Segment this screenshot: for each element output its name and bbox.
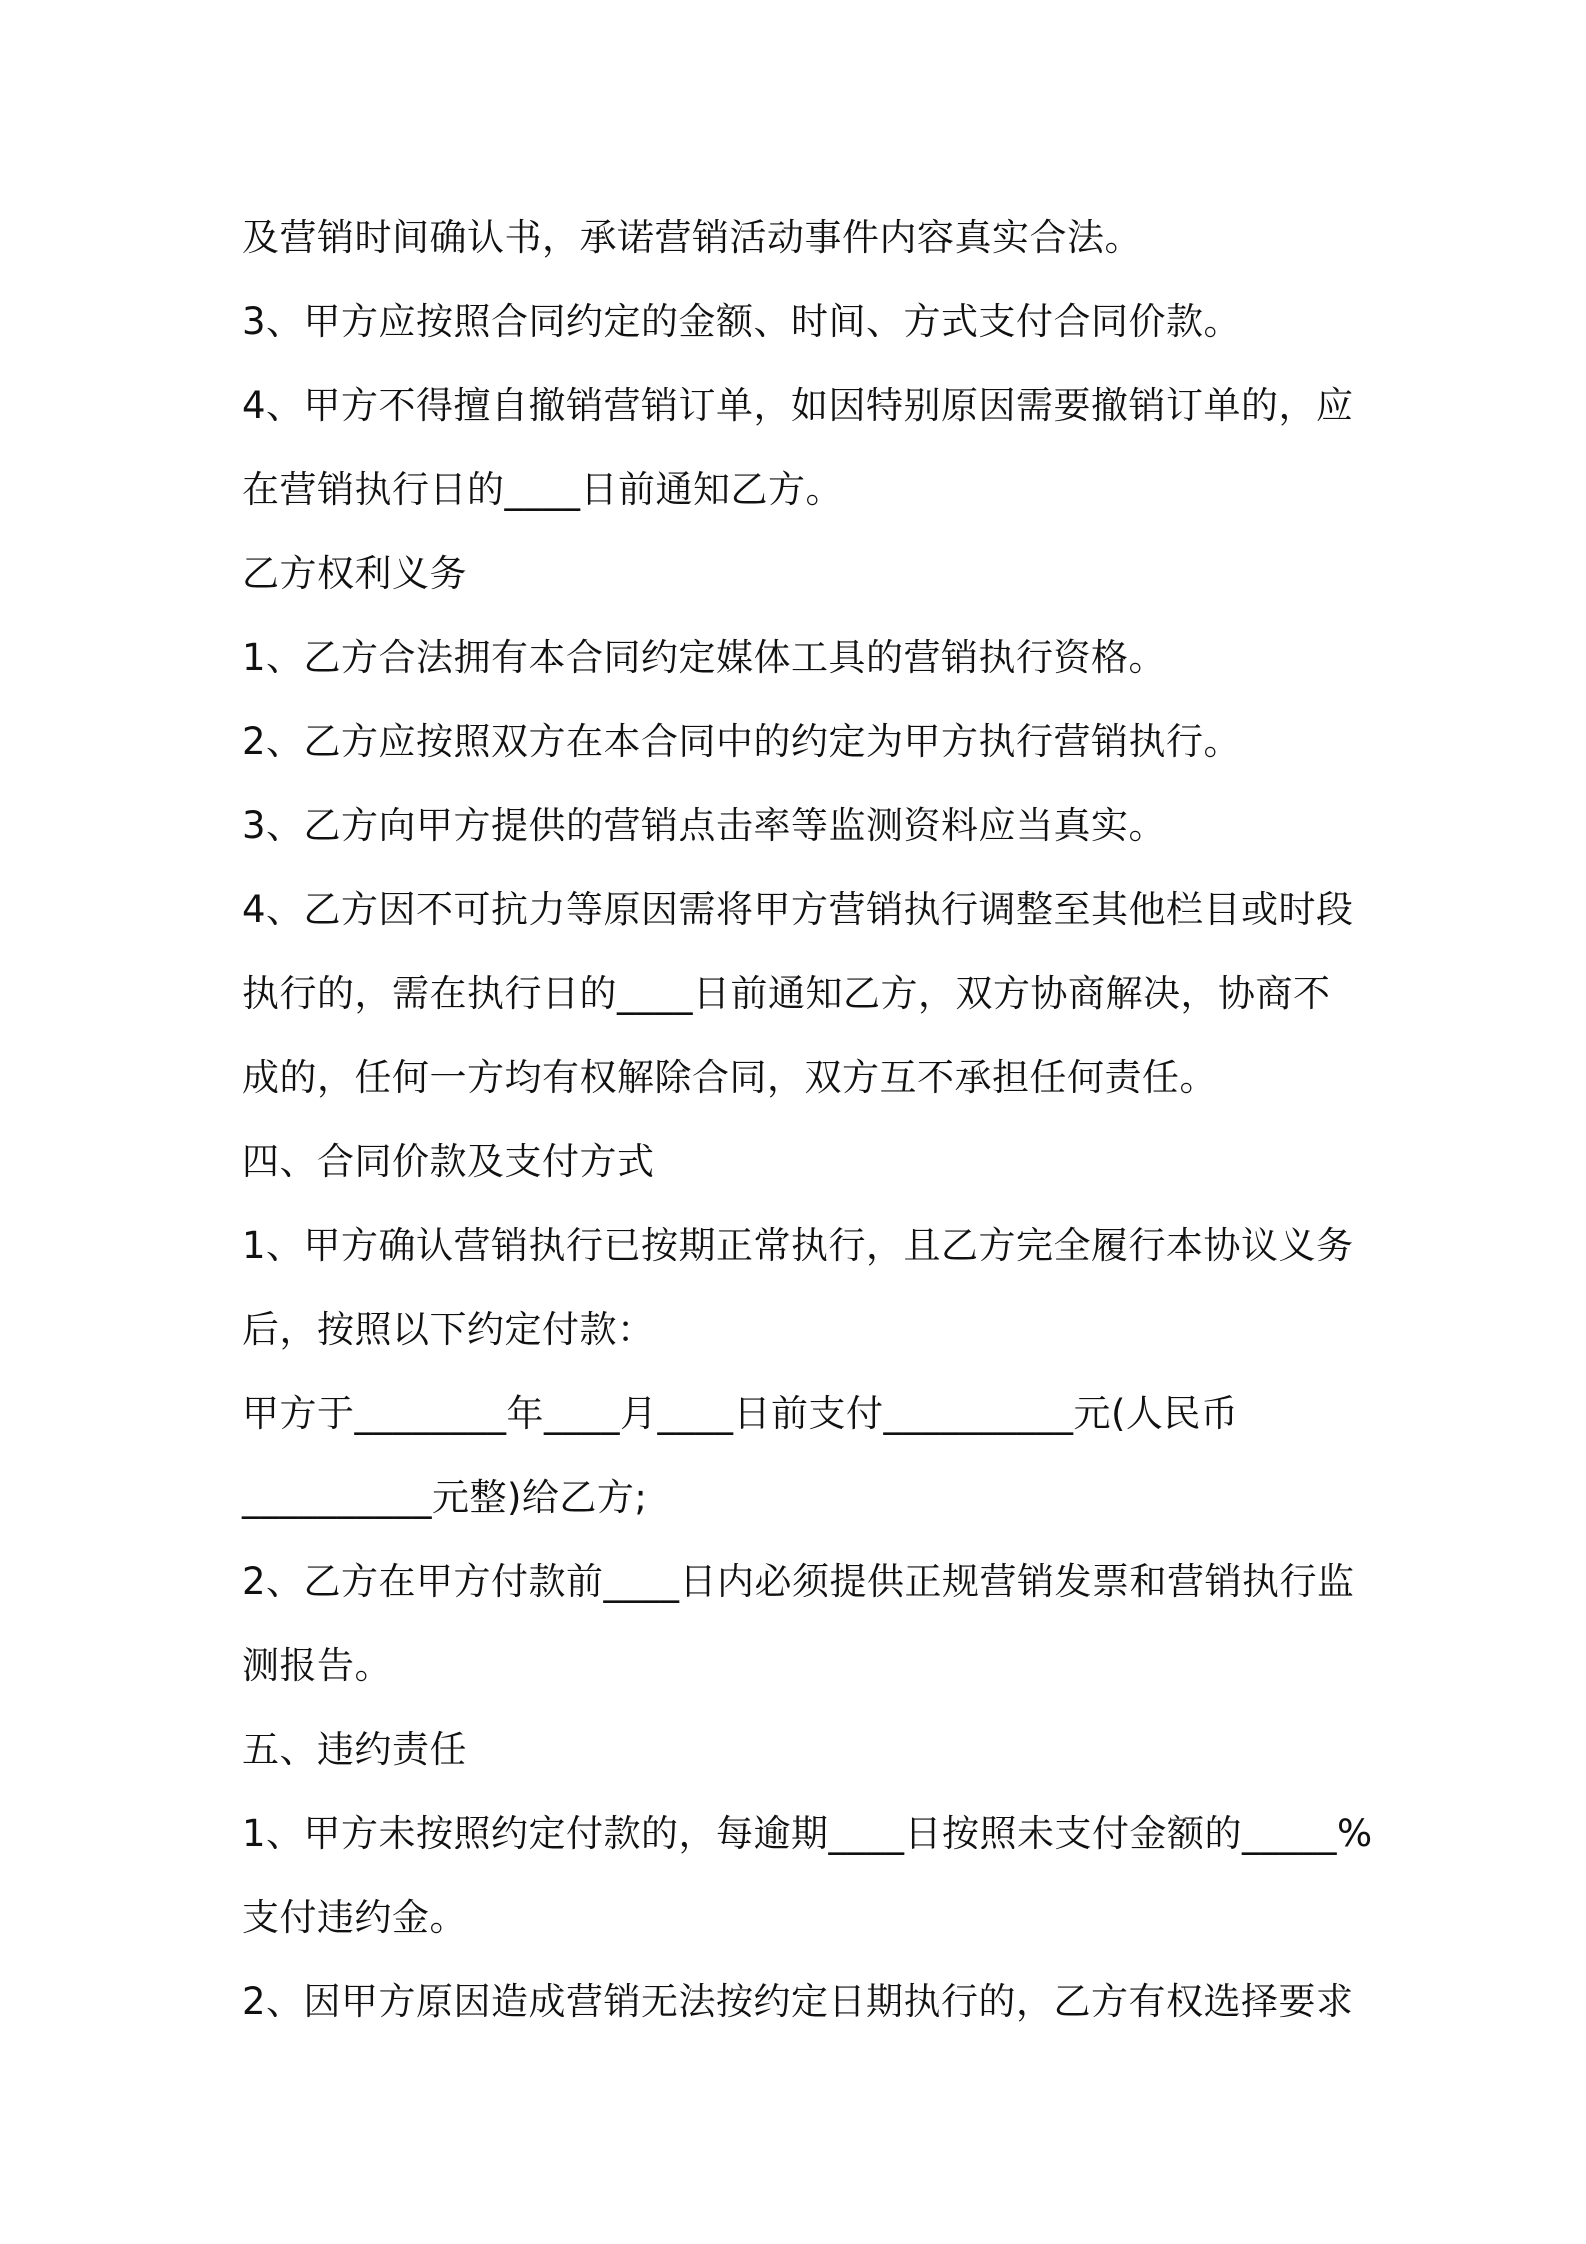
text-line: 2、乙方应按照双方在本合同中的约定为甲方执行营销执行。 [242, 720, 1242, 763]
text-line: 甲方于________年____月____日前支付__________元(人民币 [242, 1392, 1239, 1435]
text-line: 3、甲方应按照合同约定的金额、时间、方式支付合同价款。 [242, 300, 1242, 343]
text-line: 4、甲方不得擅自撤销营销订单，如因特别原因需要撤销订单的，应 [242, 384, 1354, 427]
text-line: __________元整)给乙方; [242, 1476, 648, 1519]
section-heading: 乙方权利义务 [242, 552, 467, 595]
text-line: 在营销执行日的____日前通知乙方。 [242, 468, 843, 511]
text-line: 执行的，需在执行日的____日前通知乙方，双方协商解决，协商不 [242, 972, 1331, 1015]
text-line: 测报告。 [242, 1644, 392, 1687]
text-line: 支付违约金。 [242, 1896, 467, 1939]
section-heading: 五、违约责任 [242, 1728, 467, 1771]
text-line: 1、甲方未按照约定付款的，每逾期____日按照未支付金额的_____% [242, 1812, 1373, 1855]
section-heading: 四、合同价款及支付方式 [242, 1140, 655, 1183]
text-line: 成的，任何一方均有权解除合同，双方互不承担任何责任。 [242, 1056, 1217, 1099]
document-body [242, 196, 1373, 2044]
text-line: 2、因甲方原因造成营销无法按约定日期执行的，乙方有权选择要求 [242, 1980, 1354, 2023]
text-line: 2、乙方在甲方付款前____日内必须提供正规营销发票和营销执行监 [242, 1560, 1355, 1603]
text-line: 1、乙方合法拥有本合同约定媒体工具的营销执行资格。 [242, 636, 1167, 679]
text-line: 及营销时间确认书，承诺营销活动事件内容真实合法。 [242, 216, 1142, 259]
text-line: 后，按照以下约定付款： [242, 1308, 655, 1351]
text-line: 1、甲方确认营销执行已按期正常执行，且乙方完全履行本协议义务 [242, 1224, 1354, 1267]
text-line: 4、乙方因不可抗力等原因需将甲方营销执行调整至其他栏目或时段 [242, 888, 1354, 931]
text-line: 3、乙方向甲方提供的营销点击率等监测资料应当真实。 [242, 804, 1167, 847]
